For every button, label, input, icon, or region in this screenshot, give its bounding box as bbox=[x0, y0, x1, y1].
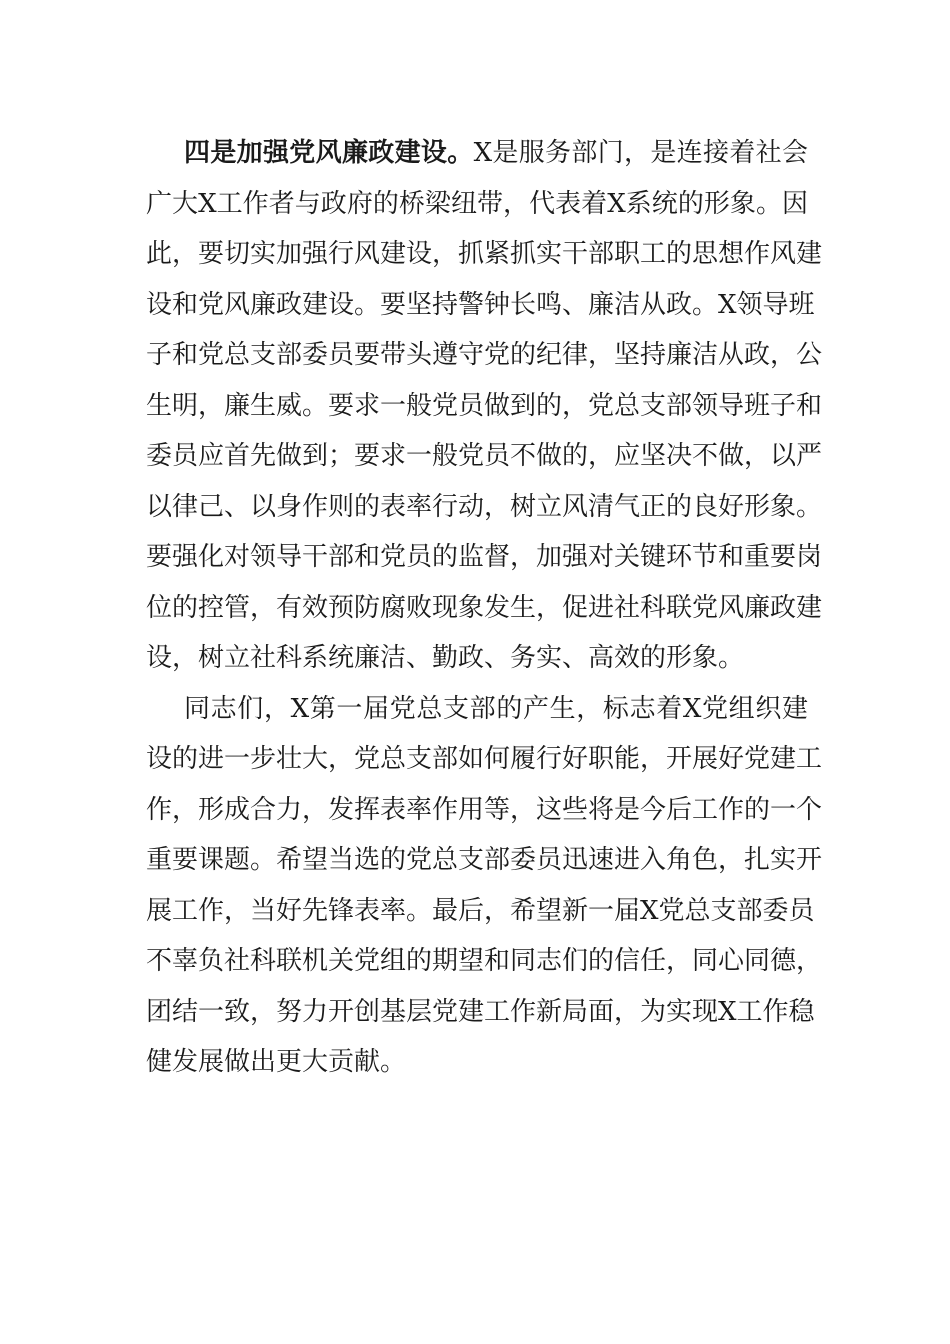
text-line: 设的进一步壮大，党总支部如何履行好职能，开展好党建工 bbox=[146, 744, 823, 774]
text-line: 此，要切实加强行风建设，抓紧抓实干部职工的思想作风建 bbox=[146, 239, 823, 269]
paragraph-closing-remarks bbox=[146, 684, 823, 1088]
text-line-content: X是服务部门，是连接着社会 bbox=[473, 138, 808, 168]
text-line: 生明，廉生威。要求一般党员做到的，党总支部领导班子和 bbox=[146, 390, 823, 421]
text-line: 同志们，X第一届党总支部的产生，标志着X党组织建 bbox=[184, 693, 808, 724]
text-line: 重要课题。希望当选的党总支部委员迅速进入角色，扎实开 bbox=[146, 845, 823, 875]
text-line bbox=[146, 128, 808, 179]
document-body bbox=[146, 128, 823, 1088]
text-line: 委员应首先做到；要求一般党员不做的，应坚决不做，以严 bbox=[146, 441, 823, 471]
paragraph-party-conduct bbox=[146, 128, 823, 684]
text-line: 要强化对领导干部和党员的监督，加强对关键环节和重要岗 bbox=[146, 542, 823, 572]
text-line: 广大X工作者与政府的桥梁纽带，代表着X系统的形象。因 bbox=[146, 188, 808, 219]
paragraph-lead-heading: 四是加强党风廉政建设。 bbox=[184, 138, 474, 168]
text-line: 子和党总支部委员要带头遵守党的纪律，坚持廉洁从政，公 bbox=[146, 340, 823, 370]
text-line: 不辜负社科联机关党组的期望和同志们的信任，同心同德， bbox=[146, 946, 823, 976]
text-line: 以律己、以身作则的表率行动，树立风清气正的良好形象。 bbox=[146, 491, 823, 522]
text-line: 设和党风廉政建设。要坚持警钟长鸣、廉洁从政。X领导班 bbox=[146, 289, 815, 320]
text-line: 设，树立社科系统廉洁、勤政、务实、高效的形象。 bbox=[146, 643, 745, 673]
text-line: 健发展做出更大贡献。 bbox=[146, 1047, 407, 1077]
text-line: 作，形成合力，发挥表率作用等，这些将是今后工作的一个 bbox=[146, 794, 823, 825]
text-line: 展工作，当好先锋表率。最后，希望新一届X党总支部委员 bbox=[146, 895, 815, 926]
text-line: 位的控管，有效预防腐败现象发生，促进社科联党风廉政建 bbox=[146, 592, 823, 623]
text-line: 团结一致，努力开创基层党建工作新局面，为实现X工作稳 bbox=[146, 996, 815, 1027]
